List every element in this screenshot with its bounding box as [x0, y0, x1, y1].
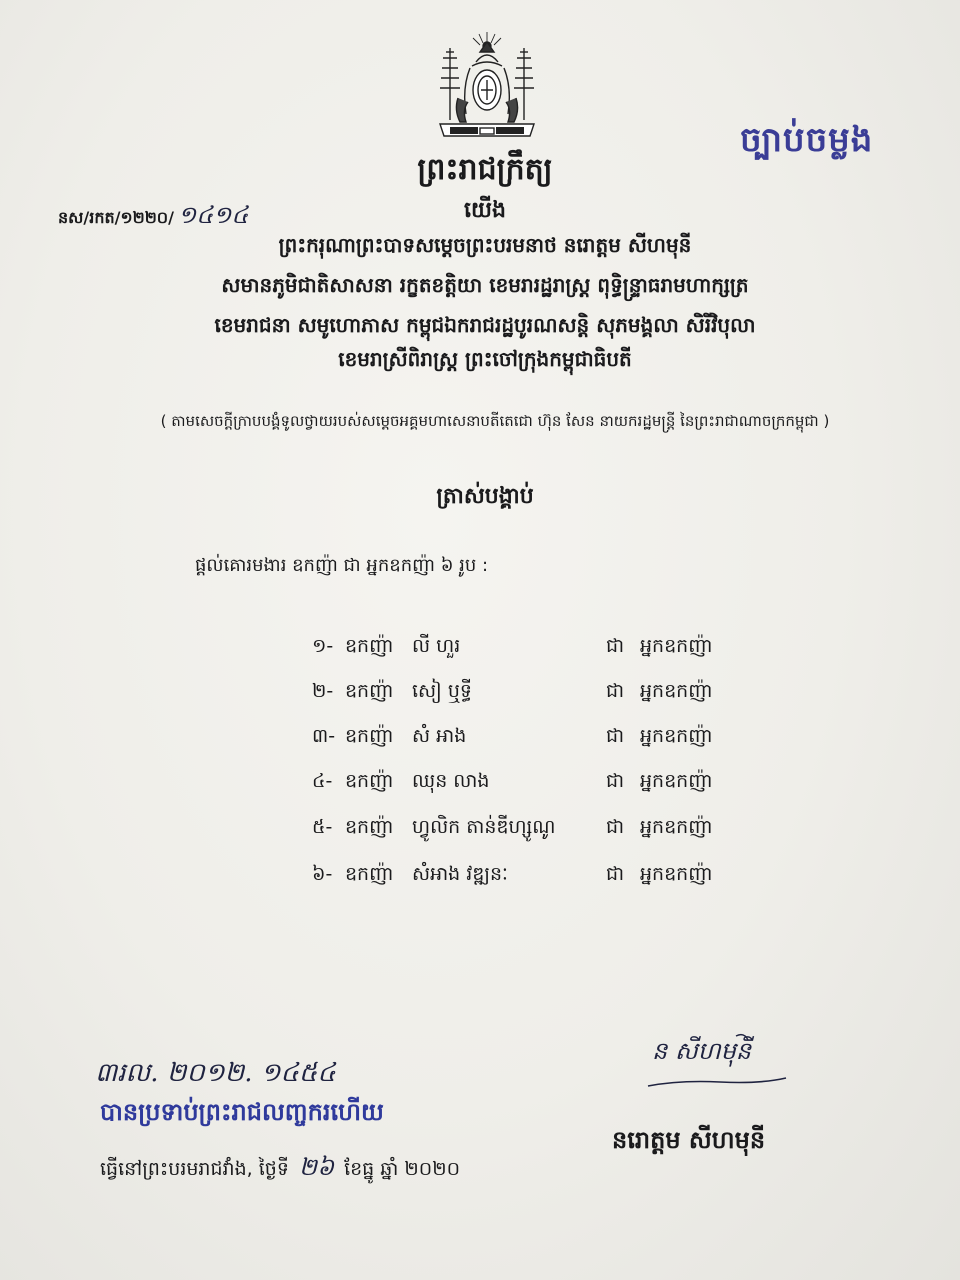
- king-title-line: សមានភូមិជាតិសាសនា រក្ខតខត្តិយា ខេមរារដ្ឋរាស្ត្រ ពុទ្ធិន្ទ្រាធរាមហាក្សត្រ: [221, 273, 749, 297]
- reference-printed: នស/រកត/១២២០/: [58, 208, 174, 227]
- place-date: [100, 1152, 460, 1187]
- recommendation-note: ( តាមសេចក្តីក្រាបបង្គំទូលថ្វាយរបស់សម្តេចអគ្គមហាសេនាបតីតេជោ ហ៊ុន សែន នាយករដ្ឋមន្ត្រី នៃព្រះរាជាណាចក្រកម្ពុជា ): [160, 412, 830, 430]
- recipient-name: ហ្វូលិក តាន់ឌីហ្សូណូ: [412, 816, 556, 838]
- order-heading: ត្រាស់បង្គាប់: [436, 484, 534, 509]
- recipient-honorific: ឧកញ៉ា: [345, 816, 394, 838]
- list-item: [0, 815, 960, 849]
- place-date-prefix: ធ្វើនៅព្រះបរមរាជវាំង, ថ្ងៃទី: [100, 1158, 289, 1180]
- recipient-honorific: ឧកញ៉ា: [345, 863, 394, 885]
- recipient-index: ៤-: [312, 770, 333, 792]
- recipient-index: ១-: [312, 635, 334, 657]
- recipient-name: សៀ ឬទ្ធី: [412, 680, 472, 702]
- copy-stamp: ច្បាប់ចម្លង: [740, 120, 874, 160]
- recipient-name: សំអាង វឌ្ឍនៈ: [412, 863, 508, 885]
- seal-note: បានប្រទាប់ព្រះរាជលញ្ចករហើយ: [100, 1098, 384, 1126]
- grant-line: ផ្តល់គោរមងារ ឧកញ៉ា ជា អ្នកឧកញ៉ា ៦ រូប :: [195, 555, 489, 576]
- recipient-title: អ្នកឧកញ៉ា: [640, 770, 713, 792]
- royal-coat-of-arms-icon: [432, 28, 542, 146]
- recipient-index: ៥-: [312, 816, 333, 838]
- list-item: [0, 724, 960, 758]
- recipient-title: អ្នកឧកញ៉ា: [640, 863, 713, 885]
- recipient-index: ២-: [312, 680, 334, 702]
- recipient-prefix: ជា: [606, 816, 625, 838]
- recipient-honorific: ឧកញ៉ា: [345, 725, 394, 747]
- recipient-title: អ្នកឧកញ៉ា: [640, 680, 713, 702]
- list-item: [0, 769, 960, 803]
- signatory-name: នរោត្តម សីហមុនី: [612, 1126, 766, 1154]
- recipient-name: សំ អាង: [412, 725, 467, 747]
- recipient-index: ៣-: [312, 725, 336, 747]
- recipient-name: លី ហួរ: [412, 635, 461, 657]
- place-date-day: ២៦: [298, 1153, 335, 1181]
- recipient-title: អ្នកឧកញ៉ា: [640, 725, 713, 747]
- king-title-line: ខេមរាស្រីពិរាស្ត្រ ព្រះចៅក្រុងកម្ពុជាធិបតី: [338, 347, 632, 371]
- king-title-line: ព្រះករុណាព្រះបាទសម្តេចព្រះបរមនាថ នរោត្តម សីហមុនី: [278, 233, 692, 257]
- registration-note: ៣រល. ២០១២. ១៤៥៤: [95, 1058, 336, 1088]
- reference-number: [58, 200, 248, 235]
- recipient-name: ឈុន លាង: [412, 770, 490, 792]
- document-title: ព្រះរាជក្រឹត្យ: [417, 152, 553, 187]
- signature: ន សីហមុនី: [652, 1037, 752, 1065]
- recipient-prefix: ជា: [606, 680, 625, 702]
- recipient-prefix: ជា: [606, 725, 625, 747]
- list-item: [0, 634, 960, 668]
- recipient-honorific: ឧកញ៉ា: [345, 680, 394, 702]
- recipient-honorific: ឧកញ៉ា: [345, 770, 394, 792]
- king-title-line: ខេមរាជនា សមូហោភាស កម្ពុជឯករាជរដ្ឋបូរណសន្តិ សុភមង្គលា សិរីវិបុលា: [214, 313, 756, 337]
- recipient-prefix: ជា: [606, 770, 625, 792]
- list-item: [0, 679, 960, 713]
- recipient-index: ៦-: [312, 863, 333, 885]
- reference-handwritten: ១៤១៤: [177, 201, 249, 229]
- recipient-title: អ្នកឧកញ៉ា: [640, 635, 713, 657]
- recipient-prefix: ជា: [606, 863, 625, 885]
- list-item: [0, 862, 960, 896]
- recipient-honorific: ឧកញ៉ា: [345, 635, 394, 657]
- recipient-title: អ្នកឧកញ៉ា: [640, 816, 713, 838]
- recipient-prefix: ជា: [606, 635, 625, 657]
- place-date-month-year: ខែធ្នូ ឆ្នាំ ២០២០: [344, 1158, 461, 1180]
- we-heading: យើង: [464, 198, 506, 223]
